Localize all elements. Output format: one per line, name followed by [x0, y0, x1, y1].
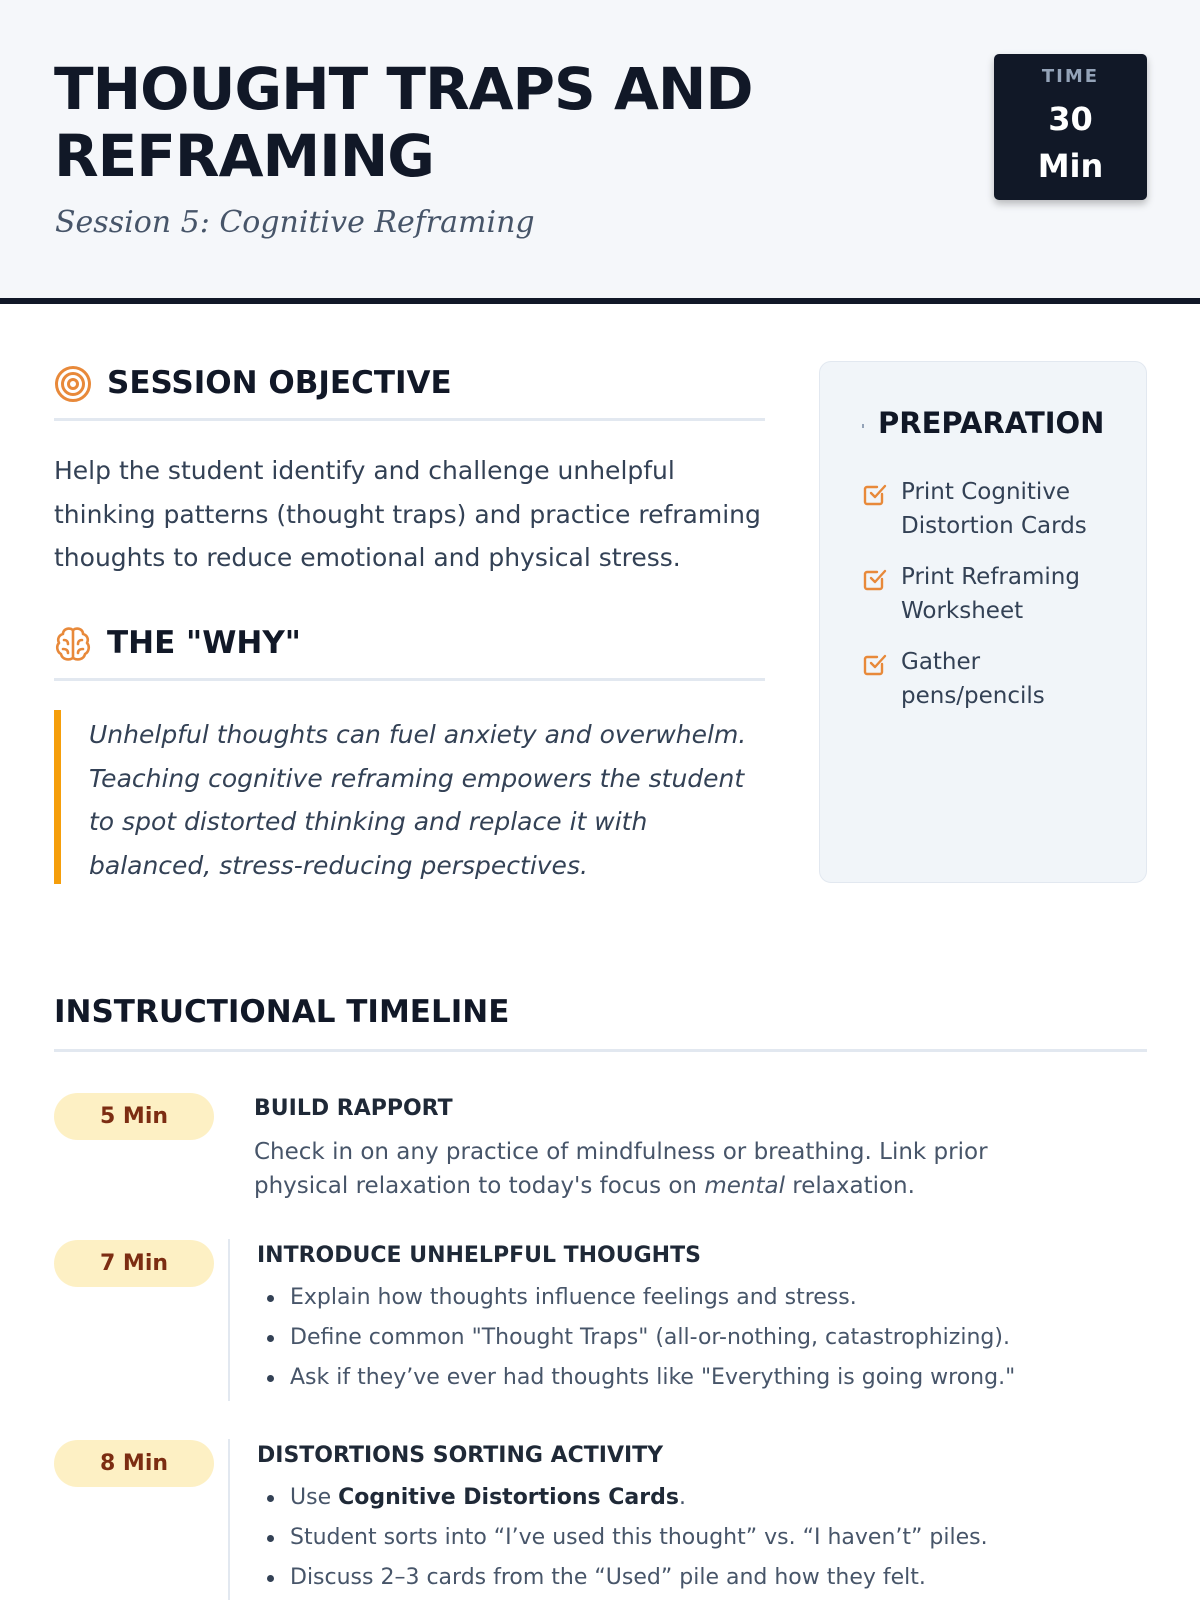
preparation-heading: PREPARATION — [878, 406, 1105, 440]
list-item: Discuss 2–3 cards from the “Used” pile and how they felt. — [257, 1558, 1147, 1598]
timeline-heading-label: INSTRUCTIONAL TIMELINE — [54, 994, 510, 1030]
objective-heading — [54, 359, 765, 421]
step-time-pill: 7 Min — [54, 1240, 214, 1287]
prep-bullet-mark — [862, 424, 864, 428]
why-quote-text: Unhelpful thoughts can fuel anxiety and overwhelm. Teaching cognitive reframing empowers the student to spot distorted thinking and replace it with balanced, stress-reducing perspectives. — [89, 720, 747, 880]
step-bullet-list — [257, 1478, 1147, 1598]
objective-text: Help the student identify and challenge unhelpful thinking patterns (thought traps) and practice reframing thoughts to reduce emotional and physical stress. — [54, 456, 761, 572]
time-badge — [994, 54, 1147, 200]
page-subtitle: Session 5: Cognitive Reframing — [55, 205, 535, 240]
timeline-step — [228, 1096, 1147, 1203]
time-label: TIME — [1041, 66, 1100, 87]
step-title: BUILD RAPPORT — [254, 1096, 453, 1121]
time-value-text: 30 Min — [1037, 100, 1104, 185]
time-value — [994, 96, 1147, 190]
step-title: DISTORTIONS SORTING ACTIVITY — [257, 1443, 664, 1468]
prep-item-text: Print Cognitive Distortion Cards — [901, 479, 1087, 539]
step-description — [254, 1135, 1074, 1203]
prep-item-text: Gather pens/pencils — [901, 649, 1045, 709]
page-title: THOUGHT TRAPS AND REFRAMING — [54, 55, 753, 190]
why-heading — [54, 619, 765, 681]
list-item-bold: Cognitive Distortions Cards — [338, 1485, 679, 1510]
timeline-step — [228, 1439, 1147, 1600]
step-time-pill: 8 Min — [54, 1440, 214, 1487]
timeline-step — [228, 1239, 1147, 1401]
step-time-pill: 5 Min — [54, 1093, 214, 1140]
list-item: Define common "Thought Traps" (all-or-nothing, catastrophizing). — [257, 1318, 1147, 1358]
checkbox-icon — [862, 481, 888, 507]
step-bullet-list — [257, 1278, 1147, 1398]
preparation-card — [819, 361, 1147, 883]
list-item: Ask if they’ve ever had thoughts like "Everything is going wrong." — [257, 1358, 1147, 1398]
timeline-heading — [54, 994, 1147, 1052]
step-title: INTRODUCE UNHELPFUL THOUGHTS — [257, 1243, 701, 1268]
step-description-emphasis: mental — [704, 1173, 785, 1199]
brain-icon — [54, 625, 92, 663]
list-item-end: . — [678, 1485, 686, 1510]
why-heading-label: THE "WHY" — [107, 625, 301, 661]
step-description-text: Check in on any practice of mindfulness or breathing. Link prior physical relaxation to today's focus on — [254, 1139, 988, 1199]
page-header — [0, 0, 1200, 304]
list-item: Explain how thoughts influence feelings and stress. — [257, 1278, 1147, 1318]
list-item: Student sorts into “I’ve used this thought” vs. “I haven’t” piles. — [257, 1518, 1147, 1558]
objective-heading-label: SESSION OBJECTIVE — [107, 365, 452, 401]
step-description-end: relaxation. — [784, 1173, 915, 1199]
prep-item-text: Print Reframing Worksheet — [901, 564, 1080, 624]
why-quote — [54, 710, 765, 884]
list-item-text: Use — [290, 1485, 339, 1510]
checkbox-icon — [862, 651, 888, 677]
list-item — [257, 1478, 1147, 1518]
checkbox-icon — [862, 566, 888, 592]
target-icon — [54, 365, 92, 403]
